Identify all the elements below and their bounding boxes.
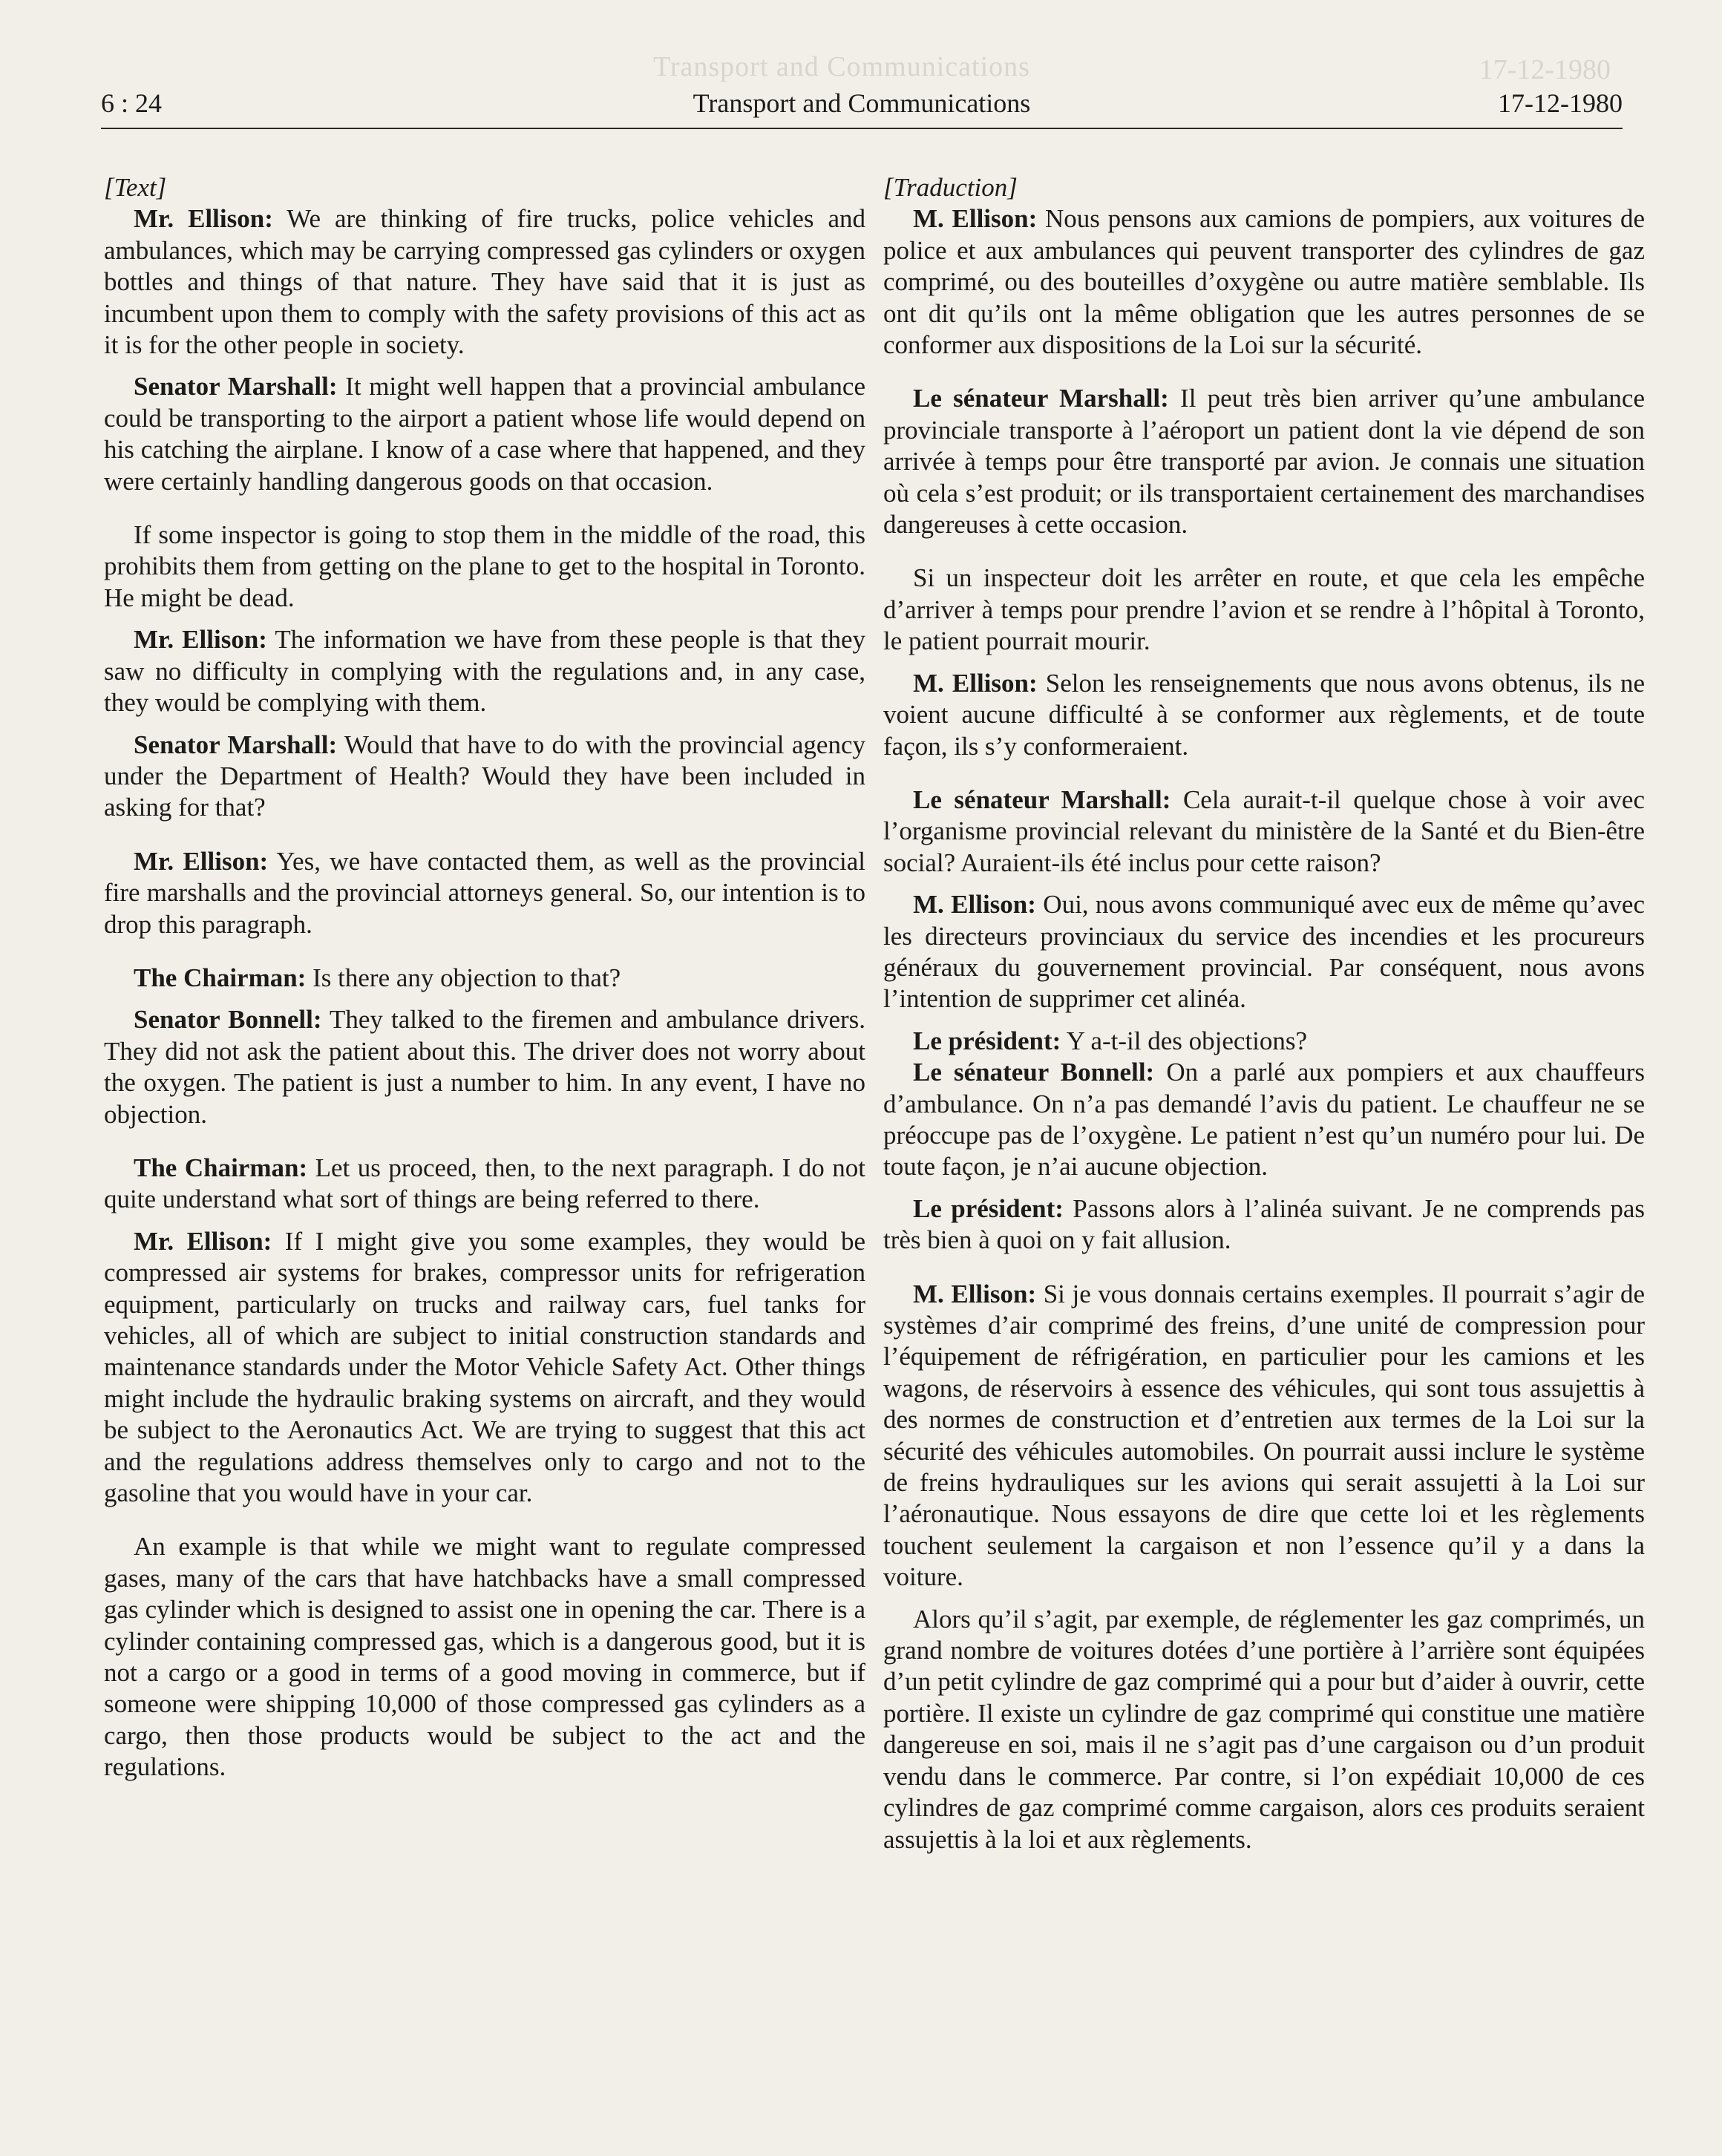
paragraph	[104, 963, 865, 994]
speaker-name: Le président:	[913, 1193, 1064, 1223]
paragraph-text: An example is that while we might want to regulate compressed gases, many of the cars that have hatchbacks have a small compressed gas cylinder which is designed to assist one in opening the car. There is a cylinder containing compressed gas, which is a dangerous good, but it is not a cargo or a good in terms of a good moving in commerce, but if someone were shipping 10,000 of those compressed gas cylinders as a cargo, then those products would be subject to the act and the regulations.	[104, 1532, 865, 1782]
bleed-through-date: 17-12-1980	[1479, 54, 1611, 85]
paragraph	[104, 1004, 865, 1130]
paragraph-text: They talked to the firemen and ambulance drivers. They did not ask the patient about this. The driver does not worry about the oxygen. The patient is just a number to him. In any event, I have no objection.	[104, 1005, 866, 1129]
speaker-name: Senator Marshall:	[134, 730, 338, 759]
speaker-name: Mr. Ellison:	[134, 1226, 272, 1256]
paragraph-text: Nous pensons aux camions de pompiers, aux voitures de police et aux ambulances qui peuvent transporter des cylindres de gaz comprimé, ou des bouteilles d’oxygène ou autre matière semblable. Ils ont dit qu’ils ont la même obligation que les autres personnes de se conformer aux dispositions de la Loi sur la sécurité.	[883, 204, 1646, 360]
paragraph-text: Passons alors à l’alinéa suivant. Je ne comprends pas très bien à quoi on y fait allusion.	[883, 1193, 1645, 1255]
text-tag: [Text]	[104, 173, 167, 202]
paragraph-text: It might well happen that a provincial ambulance could be transporting to the airport a patient whose life would depend on his catching the airplane. I know of a case where that happened, and they were certainly handling dangerous goods on that occasion.	[104, 372, 865, 496]
french-column	[883, 172, 1645, 1855]
paragraph	[883, 668, 1645, 762]
paragraph-text: Il peut très bien arriver qu’une ambulance provinciale transporte à l’aéroport un patient dont la vie dépend de son arrivée à temps pour être transporté par avion. Je connais une situation où cela s’est produit; or ils transportaient certainement des marchandises dangereuses à cette occasion.	[883, 384, 1645, 540]
paragraph	[883, 1604, 1645, 1855]
speaker-name: Le président:	[913, 1026, 1061, 1055]
paragraph-text: Is there any objection to that?	[306, 963, 621, 992]
speaker-name: M. Ellison:	[913, 890, 1036, 920]
paragraph-text: If some inspector is going to stop them in the middle of the road, this prohibits them from getting on the plane to get to the hospital in Toronto. He might be dead.	[104, 520, 865, 612]
page-date: 17-12-1980	[1498, 88, 1623, 118]
paragraph	[883, 203, 1645, 361]
paragraph	[883, 889, 1645, 1015]
page-header	[101, 88, 1623, 126]
paragraph	[104, 624, 865, 718]
paragraph	[883, 1026, 1645, 1057]
text-tag-label: Text	[114, 173, 157, 202]
paragraph-text: Si un inspecteur doit les arrêter en route, et que cela les empêche d’arriver à temps pour prendre l’avion et se rendre à l’hôpital à Toronto, le patient pourrait mourir.	[883, 563, 1645, 656]
paragraph-text: On a parlé aux pompiers et aux chauffeurs d’ambulance. On n’a pas demandé l’avis du patient. Le chauffeur ne se préoccupe pas de l’oxygène. Le patient n’est qu’un numéro pour lui. De toute façon, je n’ai aucune objection.	[883, 1058, 1645, 1182]
paragraph-text: If I might give you some examples, they would be compressed air systems for brakes, compressor units for refrigeration equipment, particularly on trucks and railway cars, fuel tanks for vehicles, all of which are subject to initial construction standards and maintenance standards under the Motor Vehicle Safety Act. Other things might include the hydraulic braking systems on aircraft, and they would be subject to the Aeronautics Act. We are trying to suggest that this act and the regulations address themselves only to cargo and not to the gasoline that you would have in your car.	[104, 1226, 865, 1508]
paragraph	[104, 846, 865, 940]
paragraph-text: Let us proceed, then, to the next paragraph. I do not quite understand what sort of things are being referred to there.	[104, 1153, 865, 1214]
paragraph	[104, 730, 865, 824]
paragraph	[104, 371, 865, 497]
paragraph-text: Alors qu’il s’agit, par exemple, de réglementer les gaz comprimés, un grand nombre de voitures dotées d’une portière à l’arrière sont équipées d’un petit cylindre de gaz comprimé qui a pour but d’aider à ouvrir, cette portière. Il existe un cylindre de gaz comprimé qui constitue une matière dangereuse en soi, mais il ne s’agit pas d’une cargaison ou d’un produit vendu dans le commerce. Par contre, si l’on expédiait 10,000 de ces cylindres de gaz comprimé comme cargaison, alors ces produits seraient assujettis à la loi et aux règlements.	[883, 1604, 1645, 1854]
paragraph	[883, 383, 1645, 540]
speaker-name: M. Ellison:	[913, 668, 1038, 698]
speaker-name: The Chairman:	[134, 1153, 308, 1182]
paragraph	[883, 1279, 1645, 1593]
speaker-name: Mr. Ellison:	[134, 625, 267, 655]
speaker-name: The Chairman:	[134, 963, 307, 992]
speaker-name: Senator Marshall:	[134, 372, 338, 402]
paragraph-text: We are thinking of fire trucks, police vehicles and ambulances, which may be carrying compressed gas cylinders or oxygen bottles and things of that nature. They have said that it is just as incumbent upon them to comply with the safety provisions of this act as it is for the other people in society.	[104, 204, 865, 360]
speaker-name: Mr. Ellison:	[134, 204, 273, 234]
paragraph	[104, 520, 865, 614]
speaker-name: Senator Bonnell:	[134, 1005, 322, 1035]
paragraph-text: Yes, we have contacted them, as well as the provincial fire marshalls and the provincial attorneys general. So, our intention is to drop this paragraph.	[104, 846, 865, 939]
paragraph-text: Si je vous donnais certains exemples. Il pourrait s’agir de systèmes d’air comprimé des freins, d’une unité de compression pour l’équipement de réfrigération, en particulier pour les camions et les wagons, de réservoirs à essence des véhicules, qui sont tous assujettis à des normes de construction et d’entretien aux termes de la Loi sur la sécurité des véhicules automobiles. On pourrait aussi inclure le système de freins hydrauliques sur les avions qui serait assujetti à la Loi sur l’aéronautique. Nous essayons de dire que cette loi et les règlements touchent seulement la cargaison et non l’essence qu’il y a dans la voiture.	[883, 1279, 1645, 1592]
paragraph	[883, 563, 1645, 657]
paragraph	[104, 1226, 865, 1510]
english-column	[104, 172, 865, 1783]
header-rule	[101, 128, 1623, 129]
paragraph-text: The information we have from these people is that they saw no difficulty in complying with the regulations and, in any case, they would be complying with them.	[104, 625, 865, 718]
speaker-name: Le sénateur Bonnell:	[913, 1058, 1155, 1087]
speaker-name: Mr. Ellison:	[134, 846, 269, 876]
paragraph	[883, 784, 1645, 879]
paragraph-text: Selon les renseignements que nous avons obtenus, ils ne voient aucune difficulté à se conformer aux règlements, et de toute façon, ils s’y conformeraient.	[883, 668, 1645, 761]
bleed-through-header: Transport and Communications	[653, 51, 1030, 82]
translation-tag: [Traduction]	[883, 173, 1018, 202]
page-title: Transport and Communications	[693, 88, 1031, 118]
translation-tag-label: Traduction	[893, 173, 1008, 202]
paragraph	[104, 1153, 865, 1216]
paragraph	[104, 203, 865, 361]
page-number: 6 : 24	[101, 88, 163, 118]
paragraph-text: Would that have to do with the provincial agency under the Department of Health? Would they have been included in asking for that?	[104, 730, 865, 822]
paragraph-text: Cela aurait-t-il quelque chose à voir avec l’organisme provincial relevant du ministère de la Santé et du Bien-être social? Auraient-ils été inclus pour cette raison?	[883, 784, 1645, 877]
speaker-name: Le sénateur Marshall:	[913, 384, 1169, 413]
paragraph	[104, 1531, 865, 1783]
paragraph	[883, 1193, 1645, 1256]
speaker-name: M. Ellison:	[913, 1279, 1037, 1308]
paragraph-text: Y a-t-il des objections?	[1061, 1026, 1308, 1055]
paragraph-text: Oui, nous avons communiqué avec eux de même qu’avec les directeurs provinciaux du service des incendies et les procureurs généraux du gouvernement provincial. Par conséquent, nous avons l’intention de supprimer cet alinéa.	[883, 890, 1646, 1014]
paragraph	[883, 1057, 1645, 1183]
speaker-name: Le sénateur Marshall:	[913, 784, 1171, 814]
speaker-name: M. Ellison:	[913, 204, 1038, 234]
